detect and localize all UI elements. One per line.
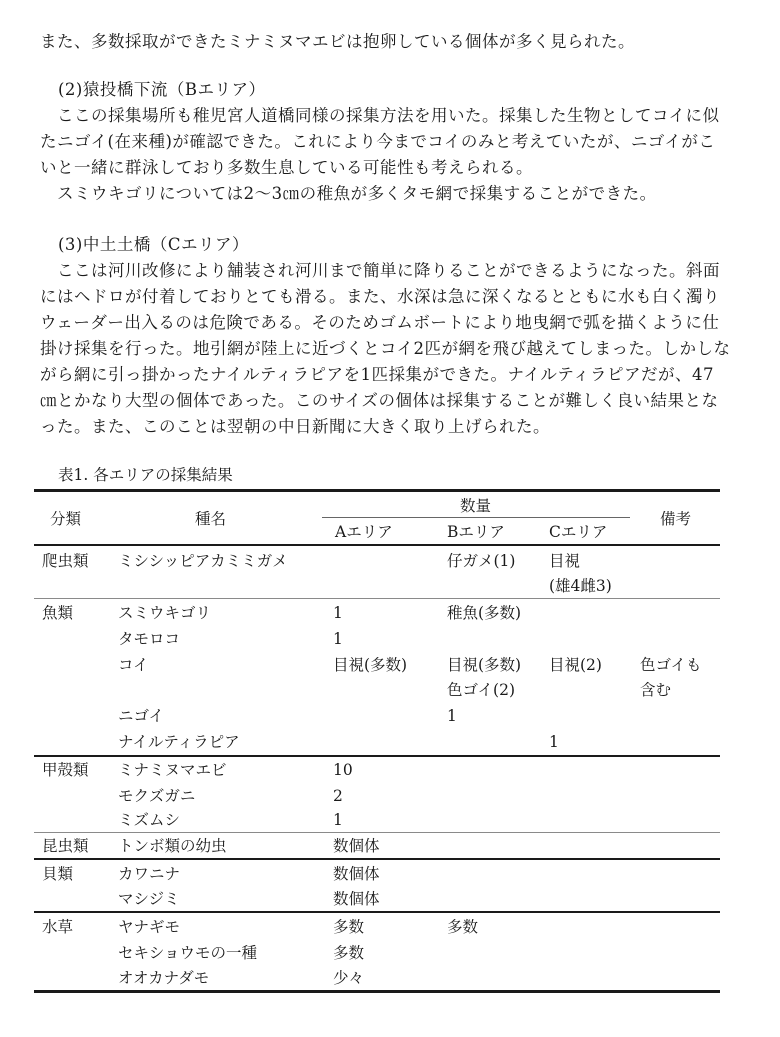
cell-species: ミズムシ — [118, 811, 181, 829]
cell-area-a: 多数 — [333, 944, 365, 962]
header-area-c: Cエリア — [549, 523, 608, 541]
cell-area-c-detail: (雄4雌3) — [549, 577, 612, 595]
section-heading-b-area: (2)猿投橋下流（Bエリア） — [58, 80, 266, 99]
header-area-a: Aエリア — [335, 523, 393, 541]
paragraph-line: った。また、このことは翌朝の中日新聞に大きく取り上げられた。 — [40, 417, 550, 436]
cell-species: ニゴイ — [118, 707, 165, 725]
cell-species: ナイルティラピア — [118, 733, 240, 751]
cell-area-a: 1 — [333, 630, 343, 648]
cell-area-b: 1 — [447, 707, 457, 725]
cell-species: ミシシッピアカミミガメ — [118, 552, 288, 570]
paragraph-line: いと一緒に群泳しており多数生息している可能性も考えられる。 — [40, 158, 533, 177]
group-divider — [34, 598, 720, 599]
cell-species: スミウキゴリ — [118, 604, 212, 622]
cell-species: セキショウモの一種 — [118, 944, 258, 962]
paragraph-line: ㎝とかなり大型の個体であった。このサイズの個体は採集することが難しく良い結果とな — [40, 391, 719, 410]
cell-area-c: 目視(2) — [549, 656, 602, 674]
cell-area-c: 1 — [549, 733, 559, 751]
cell-species: モクズガニ — [118, 787, 196, 805]
cell-species: ミナミヌマエビ — [118, 761, 227, 779]
cell-species: オオカナダモ — [118, 969, 210, 987]
cell-area-c: 目視 — [549, 552, 581, 570]
header-species: 種名 — [195, 510, 227, 528]
paragraph-line: 掛け採集を行った。地引網が陸上に近づくとコイ2匹が網を飛び越えてしまった。しかしな — [40, 339, 731, 358]
cell-area-a: 10 — [333, 761, 353, 779]
cell-species: カワニナ — [118, 865, 181, 883]
paragraph-line: にはヘドロが付着しておりとても滑る。また、水深は急に深くなるとともに水も白く濁り — [40, 287, 720, 306]
cell-category: 魚類 — [42, 604, 74, 622]
section-heading-c-area: (3)中土土橋（Cエリア） — [58, 235, 249, 254]
cell-area-b: 稚魚(多数) — [447, 604, 522, 622]
cell-category: 爬虫類 — [42, 552, 89, 570]
header-notes: 備考 — [660, 510, 692, 528]
cell-area-b: 仔ガメ(1) — [447, 552, 516, 570]
cell-category: 貝類 — [42, 865, 74, 883]
cell-species: ヤナギモ — [118, 918, 181, 936]
paragraph-line: ここの採集場所も稚児宮人道橋同様の採集方法を用いた。採集した生物としてコイに似 — [40, 106, 720, 125]
cell-notes: 色ゴイも — [640, 656, 702, 674]
table-top-rule — [34, 489, 720, 492]
table-caption: 表1. 各エリアの採集結果 — [58, 466, 233, 484]
cell-area-b: 目視(多数) — [447, 656, 522, 674]
cell-area-a: 1 — [333, 811, 343, 829]
paragraph-line: ウェーダー出入るのは危険である。そのためゴムボートにより地曳網で弧を描くように仕 — [40, 313, 720, 332]
cell-area-a: 少々 — [333, 969, 365, 987]
paragraph-line: ここは河川改修により舗装され河川まで簡単に降りることができるようになった。斜面 — [40, 261, 720, 280]
cell-area-b: 多数 — [447, 918, 479, 936]
paragraph-line: スミウキゴリについては2〜3㎝の稚魚が多くタモ網で採集することができた。 — [40, 184, 657, 203]
cell-species: トンボ類の幼虫 — [118, 837, 227, 855]
cell-species: コイ — [118, 656, 149, 674]
cell-category: 甲殻類 — [42, 761, 89, 779]
cell-category: 昆虫類 — [42, 837, 89, 855]
paragraph-line: たニゴイ(在来種)が確認できた。これにより今までコイのみと考えていたが、ニゴイがこ — [40, 132, 716, 151]
paragraph-line: また、多数採取ができたミナミヌマエビは抱卵している個体が多く見られた。 — [40, 32, 635, 51]
quantity-subheader-rule — [322, 517, 630, 518]
cell-area-a: 1 — [333, 604, 343, 622]
cell-area-b-detail: 色ゴイ(2) — [447, 681, 515, 699]
cell-notes-detail: 含む — [640, 681, 672, 699]
cell-area-a: 多数 — [333, 918, 365, 936]
cell-area-a: 数個体 — [333, 865, 380, 883]
cell-species: タモロコ — [118, 630, 181, 648]
cell-species: マシジミ — [118, 890, 180, 908]
cell-area-a: 目視(多数) — [333, 656, 408, 674]
header-category: 分類 — [50, 510, 82, 528]
header-quantity: 数量 — [460, 497, 492, 515]
paragraph-line: がら網に引っ掛かったナイルティラピアを1匹採集ができた。ナイルティラピアだが、47 — [40, 365, 715, 384]
cell-category: 水草 — [42, 918, 74, 936]
cell-area-a: 数個体 — [333, 890, 380, 908]
header-bottom-rule — [34, 544, 720, 546]
header-area-b: Bエリア — [447, 523, 505, 541]
cell-area-a: 数個体 — [333, 837, 380, 855]
cell-area-a: 2 — [333, 787, 343, 805]
